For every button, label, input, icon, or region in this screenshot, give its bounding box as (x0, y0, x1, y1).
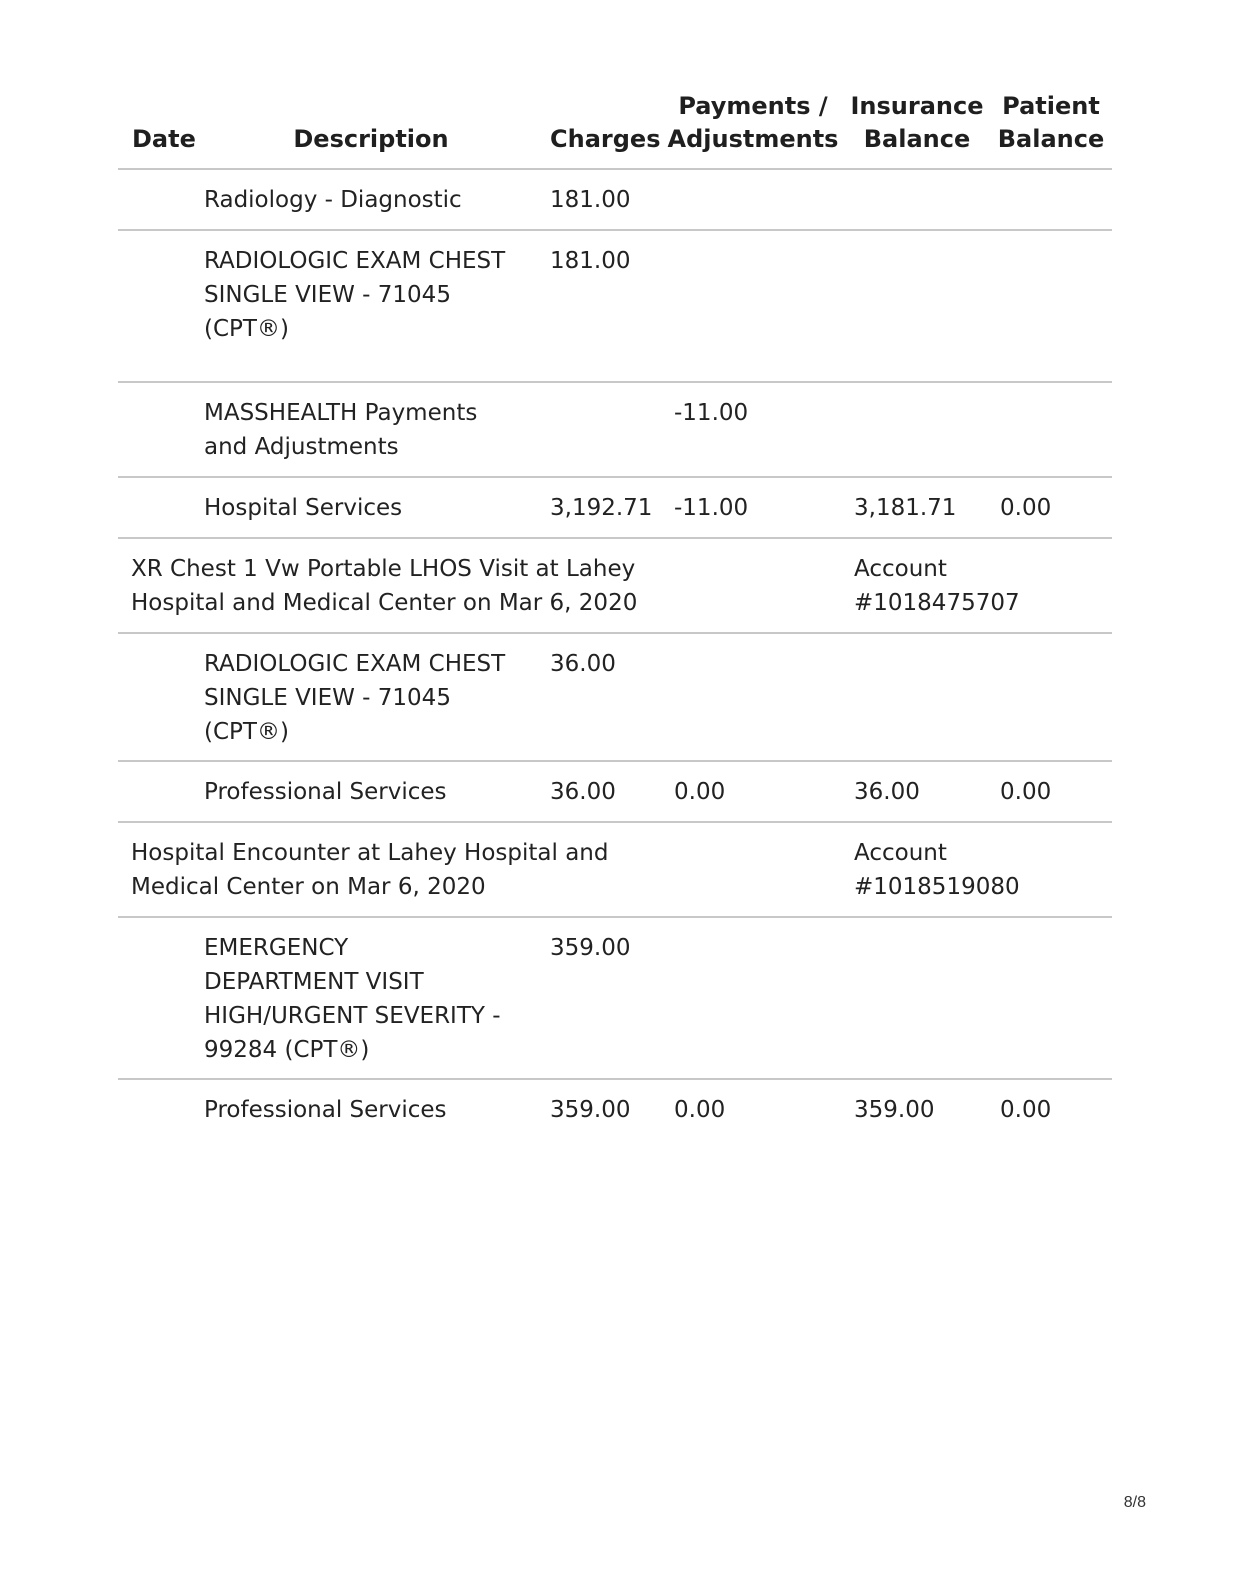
billing-table (118, 86, 1112, 1139)
insurance-balance-cell (844, 230, 990, 382)
account-number-cell (844, 822, 1112, 917)
table-row (118, 633, 1112, 761)
description-line: (CPT®) (204, 719, 289, 745)
table-row (118, 169, 1112, 230)
header-insurance-line2: Balance (863, 125, 971, 153)
encounter-line: Medical Center on Mar 6, 2020 (131, 874, 486, 900)
patient-balance-cell: 0.00 (1000, 1097, 1052, 1123)
date-cell (118, 169, 204, 230)
description-line: DEPARTMENT VISIT (204, 969, 424, 995)
account-label: Account (854, 840, 947, 866)
charges-cell: 181.00 (538, 169, 662, 230)
description-line: SINGLE VIEW - 71045 (204, 685, 451, 711)
description-cell (204, 917, 538, 1079)
payments-cell (662, 230, 844, 382)
date-cell (118, 477, 204, 538)
charges-cell: 359.00 (538, 917, 662, 1079)
account-number-cell (844, 538, 1112, 633)
encounter-line: XR Chest 1 Vw Portable LHOS Visit at Lahey (131, 556, 636, 582)
header-patient-line2: Balance (997, 125, 1105, 153)
encounter-description-cell (118, 538, 844, 633)
encounter-description-cell (118, 822, 844, 917)
description-line: SINGLE VIEW - 71045 (204, 282, 451, 308)
account-label: Account (854, 556, 947, 582)
patient-balance-cell: 0.00 (990, 477, 1112, 538)
charges-cell (538, 382, 662, 477)
payments-cell (662, 169, 844, 230)
insurance-balance-cell (844, 633, 990, 761)
header-patient-line1: Patient (1002, 92, 1100, 120)
description-line: Professional Services (204, 1097, 447, 1123)
charges-cell: 359.00 (550, 1097, 631, 1123)
account-number: #1018475707 (854, 590, 1020, 616)
header-patient-balance (990, 86, 1112, 169)
date-cell (118, 917, 204, 1079)
page-number: 8/8 (1123, 1494, 1146, 1511)
insurance-balance-cell (844, 169, 990, 230)
insurance-balance-cell (844, 917, 990, 1079)
header-description: Description (204, 86, 538, 169)
payments-cell: 0.00 (674, 1097, 726, 1123)
description-line: RADIOLOGIC EXAM CHEST (204, 651, 506, 677)
insurance-balance-cell (844, 382, 990, 477)
date-cell (118, 1079, 204, 1139)
patient-balance-cell (990, 230, 1112, 382)
payments-cell: 0.00 (662, 761, 844, 822)
charges-cell: 36.00 (538, 633, 662, 761)
encounter-row (118, 538, 1112, 633)
patient-balance-cell (990, 633, 1112, 761)
account-number: #1018519080 (854, 874, 1020, 900)
table-row (118, 917, 1112, 1079)
description-cell (204, 633, 538, 761)
patient-balance-cell (990, 169, 1112, 230)
date-cell (118, 382, 204, 477)
insurance-balance-cell: 3,181.71 (844, 477, 990, 538)
description-line: EMERGENCY (204, 935, 349, 961)
date-cell (118, 761, 204, 822)
encounter-row (118, 822, 1112, 917)
table-header-row (118, 86, 1112, 169)
description-line: (CPT®) (204, 316, 289, 342)
patient-balance-cell (990, 917, 1112, 1079)
header-payments-adjustments (662, 86, 844, 169)
description-cell (204, 169, 538, 230)
description-line: RADIOLOGIC EXAM CHEST (204, 248, 506, 274)
patient-balance-cell: 0.00 (990, 761, 1112, 822)
header-payments-line2: Adjustments (667, 125, 839, 153)
insurance-balance-cell: 36.00 (844, 761, 990, 822)
charges-cell: 36.00 (538, 761, 662, 822)
charges-cell: 181.00 (538, 230, 662, 382)
table-row (118, 382, 1112, 477)
description-line: 99284 (CPT®) (204, 1037, 370, 1063)
insurance-balance-cell: 359.00 (854, 1097, 935, 1123)
table-row (118, 1079, 1112, 1139)
description-cell (204, 761, 538, 822)
header-insurance-line1: Insurance (850, 92, 984, 120)
header-date: Date (118, 86, 204, 169)
table-row (118, 761, 1112, 822)
charges-cell: 3,192.71 (538, 477, 662, 538)
description-line: Radiology - Diagnostic (204, 187, 462, 213)
description-cell (204, 230, 538, 382)
description-cell (204, 382, 538, 477)
encounter-line: Hospital Encounter at Lahey Hospital and (131, 840, 609, 866)
description-line: Professional Services (204, 779, 447, 805)
payments-cell: -11.00 (662, 477, 844, 538)
date-cell (118, 230, 204, 382)
description-line: and Adjustments (204, 434, 399, 460)
table-row (118, 230, 1112, 382)
description-cell (204, 477, 538, 538)
description-line: HIGH/URGENT SEVERITY - (204, 1003, 501, 1029)
encounter-line: Hospital and Medical Center on Mar 6, 2020 (131, 590, 638, 616)
header-payments-line1: Payments / (678, 92, 828, 120)
payments-cell (662, 633, 844, 761)
table-row (118, 477, 1112, 538)
description-cell (204, 1079, 538, 1139)
header-charges: Charges (538, 86, 662, 169)
description-line: Hospital Services (204, 495, 403, 521)
patient-balance-cell (990, 382, 1112, 477)
description-line: MASSHEALTH Payments (204, 400, 478, 426)
payments-cell: -11.00 (662, 382, 844, 477)
date-cell (118, 633, 204, 761)
header-insurance-balance (844, 86, 990, 169)
payments-cell (662, 917, 844, 1079)
